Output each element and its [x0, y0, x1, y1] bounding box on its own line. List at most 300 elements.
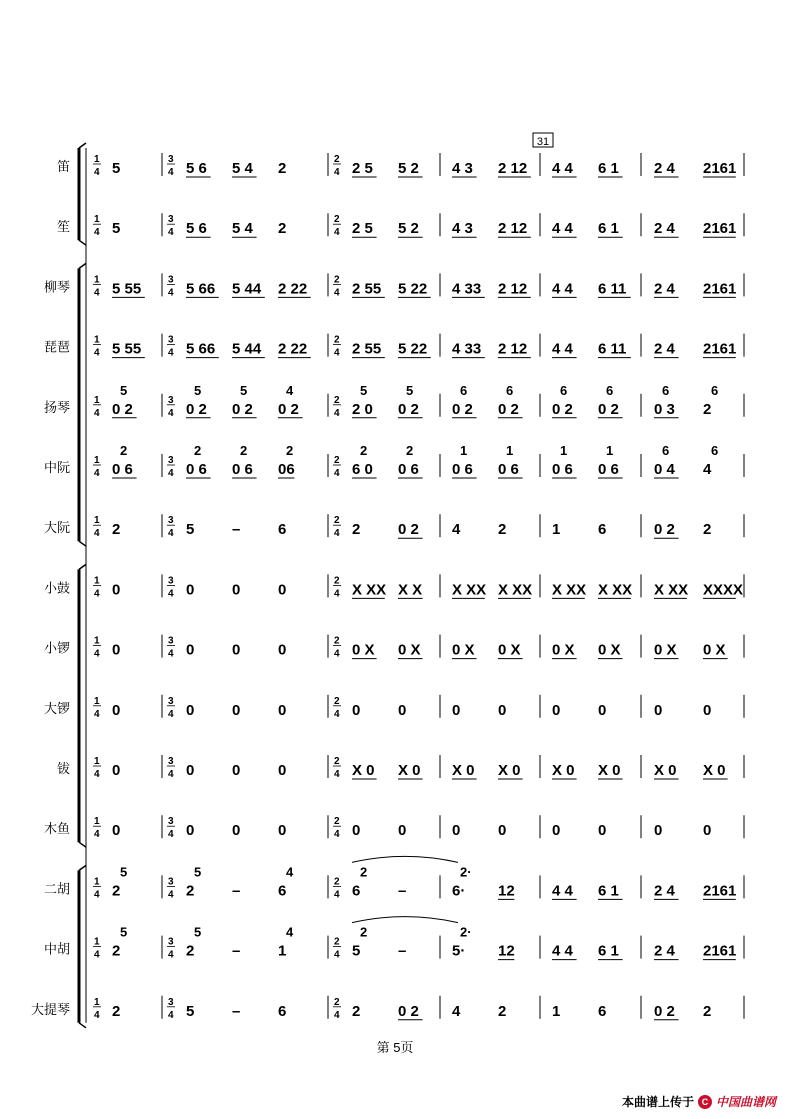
group-bracket-hook [79, 1023, 86, 1028]
note-beat: 5 4 [232, 160, 253, 177]
time-sig-top: 2 [334, 455, 340, 466]
note-beat: X 0 [598, 762, 621, 779]
time-sig-bottom: 4 [94, 829, 100, 841]
note-beat: 5 22 [398, 340, 428, 358]
note-beat: 0 X [452, 641, 475, 659]
note-beat: 2 [352, 521, 361, 539]
time-sig-top: 2 [334, 695, 340, 707]
note-beat: X XX [352, 581, 387, 599]
note-beat: 0 6 [112, 461, 133, 478]
upper-note: 6 [662, 382, 670, 398]
note-beat: 4 3 [452, 160, 473, 177]
upper-note: 6 [506, 382, 514, 398]
note-beat: 0 [186, 701, 195, 719]
note-beat: 6 1 [598, 220, 619, 238]
time-sig-top: 2 [334, 635, 340, 647]
note-beat: 0 [498, 701, 507, 719]
note-beat: 0 [278, 701, 287, 719]
note-beat: 0 [232, 641, 241, 659]
note-beat: 0 [703, 822, 712, 840]
upper-note: 2· [460, 924, 472, 940]
upper-note: 6 [460, 382, 468, 398]
note-beat: 0 2 [498, 400, 519, 418]
instrument-name: 扬琴 [43, 399, 70, 415]
instrument-name: 大锣 [43, 700, 70, 716]
note-beat: 5 44 [232, 340, 262, 358]
brand-name[interactable]: 中国曲谱网 [715, 1095, 776, 1109]
time-sig-bottom: 4 [334, 889, 340, 901]
note-beat: 0 [278, 641, 287, 659]
note-beat: 2161 [703, 280, 737, 298]
credit-text: 本曲谱上传于 [621, 1095, 694, 1109]
group-bracket-hook [79, 541, 86, 546]
note-beat: 0 [398, 701, 407, 719]
note-beat: X XX [452, 581, 487, 599]
note-beat: 2161 [703, 882, 737, 900]
note-beat: 0 [278, 762, 287, 779]
upper-note: 6 [711, 382, 719, 398]
time-sig-top: 1 [94, 334, 100, 346]
note-beat: 0 4 [654, 461, 675, 478]
note-beat: 1 [552, 521, 561, 539]
time-sig-bottom: 4 [334, 347, 340, 359]
time-sig-bottom: 4 [334, 528, 340, 540]
note-beat: 0 X [654, 641, 677, 659]
note-beat: 2 [703, 521, 712, 539]
upper-note: 5 [406, 382, 414, 398]
note-beat: 0 [232, 822, 241, 840]
time-sig-top: 1 [94, 274, 100, 286]
instrument-name: 大提琴 [30, 1001, 70, 1017]
time-sig-bottom: 4 [334, 829, 340, 841]
upper-note: 6 [560, 382, 568, 398]
instrument-name: 木鱼 [43, 821, 70, 837]
note-beat: X 0 [654, 762, 677, 779]
time-sig-top: 3 [168, 756, 174, 767]
time-sig-top: 1 [94, 575, 100, 587]
note-beat: X XX [498, 581, 533, 599]
note-beat: 0 [654, 701, 663, 719]
note-beat: 5 [186, 1002, 195, 1020]
note-beat: 5 2 [398, 220, 419, 238]
time-sig-top: 1 [94, 816, 100, 828]
note-beat: 0 [498, 822, 507, 840]
note-beat: 2 4 [654, 280, 675, 298]
note-beat: 5 55 [112, 280, 142, 298]
note-beat: 0 2 [186, 400, 207, 418]
note-beat: – [232, 1002, 241, 1020]
note-beat: 5 6 [186, 160, 207, 177]
note-beat: 0 6 [232, 461, 253, 478]
time-sig-bottom: 4 [94, 287, 100, 299]
note-beat: 0 [232, 581, 241, 599]
upper-note: 5 [194, 382, 202, 398]
note-beat: 0 2 [452, 400, 473, 418]
note-beat: 5· [452, 942, 466, 960]
time-sig-bottom: 4 [168, 588, 174, 600]
time-sig-bottom: 4 [168, 347, 174, 359]
time-sig-top: 3 [168, 575, 174, 587]
note-beat: XXXX [703, 581, 744, 599]
note-beat: 2 55 [352, 340, 382, 358]
note-beat: 0 2 [278, 400, 299, 418]
time-sig-bottom: 4 [334, 287, 340, 299]
note-beat: 2161 [703, 220, 737, 238]
time-sig-bottom: 4 [334, 588, 340, 600]
time-sig-bottom: 4 [168, 227, 174, 239]
time-sig-top: 2 [334, 214, 340, 226]
note-beat: 2161 [703, 942, 737, 960]
note-beat: 4 [703, 461, 712, 478]
note-beat: 2 [112, 942, 121, 960]
upper-note: 5 [240, 382, 248, 398]
upper-note: 2· [460, 864, 472, 880]
note-beat: 12 [498, 942, 515, 960]
time-sig-top: 1 [94, 154, 100, 165]
note-beat: 2 [352, 1002, 361, 1020]
note-beat: 6 1 [598, 160, 619, 177]
note-beat: – [398, 942, 407, 960]
instrument-name: 小鼓 [43, 580, 70, 596]
instrument-name: 笛 [56, 159, 70, 174]
note-beat: 0 2 [398, 521, 419, 539]
instrument-name: 大阮 [43, 520, 70, 536]
note-beat: – [232, 521, 241, 539]
time-sig-bottom: 4 [334, 227, 340, 239]
instrument-name: 钹 [56, 761, 70, 776]
group-bracket-hook [79, 240, 86, 245]
upload-credit [622, 1093, 776, 1110]
note-beat: 2 4 [654, 882, 675, 900]
time-sig-bottom: 4 [168, 1009, 174, 1021]
note-beat: 2 [703, 1002, 712, 1020]
note-beat: 6 [278, 882, 287, 900]
note-beat: 4 33 [452, 280, 482, 298]
time-sig-bottom: 4 [94, 708, 100, 720]
note-beat: 0 [232, 701, 241, 719]
time-sig-bottom: 4 [94, 1009, 100, 1021]
note-beat: 6 [278, 1002, 287, 1020]
note-beat: 6 1 [598, 882, 619, 900]
note-beat: 0 [232, 762, 241, 779]
note-beat: 0 [552, 701, 561, 719]
time-sig-top: 3 [168, 695, 174, 707]
note-beat: 0 2 [598, 400, 619, 418]
note-beat: 0 [186, 641, 195, 659]
time-sig-top: 1 [94, 455, 100, 466]
upper-note: 6 [662, 443, 670, 458]
note-beat: 0 [278, 822, 287, 840]
upper-note: 2 [360, 443, 368, 458]
time-sig-bottom: 4 [168, 528, 174, 540]
note-beat: 12 [498, 882, 515, 900]
note-beat: X XX [598, 581, 633, 599]
note-beat: 2 [186, 942, 195, 960]
note-beat: 0 [112, 822, 121, 840]
time-sig-bottom: 4 [168, 769, 174, 780]
note-beat: 2 0 [352, 400, 373, 418]
note-beat: 6 [352, 882, 361, 900]
time-sig-top: 2 [334, 274, 340, 286]
instrument-name: 笙 [56, 219, 70, 235]
note-beat: 0 [112, 701, 121, 719]
note-beat: 0 6 [186, 461, 207, 478]
time-sig-top: 3 [168, 635, 174, 647]
note-beat: 2 4 [654, 160, 675, 177]
time-sig-top: 3 [168, 996, 174, 1008]
instrument-name: 小锣 [43, 640, 70, 656]
note-beat: 0 X [398, 641, 421, 659]
note-beat: 4 3 [452, 220, 473, 238]
note-beat: 6 0 [352, 461, 373, 478]
time-sig-bottom: 4 [168, 407, 174, 419]
group-bracket-hook [79, 842, 86, 847]
note-beat: 2161 [703, 340, 737, 358]
note-beat: 4 4 [552, 160, 573, 177]
time-sig-top: 1 [94, 214, 100, 226]
time-sig-top: 2 [334, 996, 340, 1008]
note-beat: 2 12 [498, 340, 528, 358]
note-beat: 2 4 [654, 340, 675, 358]
upper-note: 4 [286, 864, 294, 880]
note-beat: 2 4 [654, 220, 675, 238]
time-sig-bottom: 4 [94, 889, 100, 901]
note-beat: 6 [598, 1002, 607, 1020]
note-beat: – [232, 882, 241, 900]
instrument-name: 柳琴 [43, 279, 70, 295]
time-sig-bottom: 4 [94, 648, 100, 660]
note-beat: 4 4 [552, 882, 573, 900]
time-sig-top: 2 [334, 575, 340, 587]
note-beat: 0 [654, 822, 663, 840]
upper-note: 1 [506, 443, 514, 458]
upper-note: 5 [360, 382, 368, 398]
time-sig-top: 3 [168, 455, 174, 466]
time-sig-top: 1 [94, 515, 100, 527]
note-beat: X 0 [352, 762, 375, 779]
time-sig-top: 1 [94, 635, 100, 647]
time-sig-top: 3 [168, 816, 174, 828]
note-beat: 0 [398, 822, 407, 840]
time-sig-top: 2 [334, 515, 340, 527]
note-beat: 5 22 [398, 280, 428, 298]
note-beat: 5 [186, 521, 195, 539]
note-beat: 2 4 [654, 942, 675, 960]
time-sig-top: 1 [94, 756, 100, 767]
upper-note: 6 [606, 382, 614, 398]
time-sig-top: 2 [334, 816, 340, 828]
note-beat: 2 [498, 1002, 507, 1020]
note-beat: 1 [278, 942, 287, 960]
note-beat: 5 6 [186, 220, 207, 238]
note-beat: 5 44 [232, 280, 262, 298]
note-beat: 0 2 [552, 400, 573, 418]
note-beat: 6· [452, 882, 466, 900]
note-beat: 2 [186, 882, 195, 900]
note-beat: 06 [278, 461, 295, 478]
note-beat: 2 [498, 521, 507, 539]
time-sig-bottom: 4 [94, 949, 100, 961]
note-beat: 0 6 [598, 461, 619, 478]
measure-number: 31 [536, 136, 550, 148]
time-sig-bottom: 4 [168, 829, 174, 841]
note-beat: X 0 [498, 762, 521, 779]
time-sig-top: 2 [334, 394, 340, 406]
upper-note: 1 [606, 443, 614, 458]
note-beat: 0 6 [398, 461, 419, 478]
note-beat: – [398, 882, 407, 900]
note-beat: 5 [112, 220, 121, 238]
note-beat: 4 4 [552, 280, 573, 298]
note-beat: 0 6 [498, 461, 519, 478]
note-beat: – [232, 942, 241, 960]
time-sig-bottom: 4 [94, 347, 100, 359]
note-beat: 0 2 [398, 400, 419, 418]
note-beat: X XX [552, 581, 587, 599]
note-beat: 5 66 [186, 340, 216, 358]
note-beat: 0 [112, 641, 121, 659]
time-sig-top: 3 [168, 274, 174, 286]
time-sig-bottom: 4 [94, 588, 100, 600]
note-beat: 4 4 [552, 942, 573, 960]
group-bracket-hook [79, 564, 86, 569]
upper-note: 2 [120, 443, 128, 458]
note-beat: 0 [112, 581, 121, 599]
note-beat: 0 2 [654, 521, 675, 539]
time-sig-bottom: 4 [168, 708, 174, 720]
note-beat: 2 12 [498, 160, 528, 177]
note-beat: 2161 [703, 160, 737, 177]
upper-note: 4 [286, 924, 294, 940]
note-beat: 0 2 [112, 400, 133, 418]
upper-note: 5 [120, 924, 128, 940]
time-sig-top: 3 [168, 515, 174, 527]
time-sig-top: 3 [168, 936, 174, 948]
note-beat: 0 [598, 822, 607, 840]
note-beat: 0 [186, 581, 195, 599]
note-beat: 0 6 [552, 461, 573, 478]
time-sig-top: 1 [94, 695, 100, 707]
note-beat: 5 66 [186, 280, 216, 298]
note-beat: 0 6 [452, 461, 473, 478]
note-beat: 5 [352, 942, 361, 960]
note-beat: 0 [452, 822, 461, 840]
note-beat: X 0 [398, 762, 421, 779]
time-sig-bottom: 4 [334, 769, 340, 780]
slur-curve [352, 917, 458, 923]
instrument-name: 中胡 [43, 941, 70, 957]
note-beat: X X [398, 581, 423, 599]
slur-curve [352, 856, 458, 862]
instrument-name: 二胡 [43, 881, 70, 897]
time-sig-bottom: 4 [94, 407, 100, 419]
note-beat: 5 2 [398, 160, 419, 177]
group-bracket-hook [79, 865, 86, 870]
note-beat: 4 33 [452, 340, 482, 358]
time-sig-bottom: 4 [94, 227, 100, 239]
time-sig-bottom: 4 [94, 769, 100, 780]
page-number: 第 5页 [376, 1040, 414, 1055]
note-beat: X 0 [703, 762, 726, 779]
time-sig-bottom: 4 [168, 167, 174, 178]
note-beat: 0 X [598, 641, 621, 659]
note-beat: X 0 [452, 762, 475, 779]
note-beat: 0 X [498, 641, 521, 659]
time-sig-bottom: 4 [334, 167, 340, 178]
note-beat: 2 12 [498, 220, 528, 238]
time-sig-bottom: 4 [334, 468, 340, 479]
note-beat: 0 X [352, 641, 375, 659]
time-sig-bottom: 4 [168, 949, 174, 961]
upper-note: 4 [286, 382, 294, 398]
upper-note: 1 [460, 443, 468, 458]
upper-note: 2 [360, 864, 368, 880]
note-beat: 2 12 [498, 280, 528, 298]
time-sig-top: 3 [168, 876, 174, 888]
note-beat: 4 4 [552, 220, 573, 238]
group-bracket-hook [79, 143, 86, 148]
note-beat: 6 [598, 521, 607, 539]
note-beat: 0 [703, 701, 712, 719]
time-sig-bottom: 4 [334, 407, 340, 419]
note-beat: 0 [352, 822, 361, 840]
note-beat: 2 5 [352, 160, 373, 177]
note-beat: 5 4 [232, 220, 253, 238]
time-sig-bottom: 4 [168, 648, 174, 660]
instrument-name: 中阮 [43, 460, 70, 475]
note-beat: 4 4 [552, 340, 573, 358]
note-beat: 2 [278, 220, 287, 238]
note-beat: 2 [112, 882, 121, 900]
note-beat: 6 [278, 521, 287, 539]
note-beat: 0 X [703, 641, 726, 659]
upper-note: 6 [711, 443, 719, 458]
time-sig-bottom: 4 [94, 468, 100, 479]
note-beat: 2 55 [352, 280, 382, 298]
upper-note: 5 [194, 924, 202, 940]
time-sig-bottom: 4 [334, 1009, 340, 1021]
brand-logo-icon: C [698, 1095, 712, 1109]
note-beat: 2 22 [278, 280, 308, 298]
time-sig-bottom: 4 [168, 889, 174, 901]
note-beat: 1 [552, 1002, 561, 1020]
note-beat: 0 2 [232, 400, 253, 418]
note-beat: 0 [186, 762, 195, 779]
upper-note: 5 [120, 864, 128, 880]
note-beat: 6 11 [598, 280, 627, 298]
upper-note: 5 [194, 864, 202, 880]
note-beat: 0 [452, 701, 461, 719]
note-beat: 5 [112, 160, 121, 177]
note-beat: 0 [552, 822, 561, 840]
time-sig-bottom: 4 [168, 287, 174, 299]
note-beat: 0 [112, 762, 121, 779]
note-beat: 0 3 [654, 400, 675, 418]
note-beat: 0 [598, 701, 607, 719]
note-beat: 0 [278, 581, 287, 599]
note-beat: 2 [112, 1002, 121, 1020]
time-sig-bottom: 4 [334, 648, 340, 660]
note-beat: X XX [654, 581, 689, 599]
note-beat: 0 [352, 701, 361, 719]
time-sig-top: 1 [94, 394, 100, 406]
time-sig-top: 2 [334, 154, 340, 165]
note-beat: 2 5 [352, 220, 373, 238]
note-beat: 2 22 [278, 340, 308, 358]
time-sig-bottom: 4 [168, 468, 174, 479]
time-sig-top: 1 [94, 876, 100, 888]
note-beat: 0 2 [654, 1002, 675, 1020]
